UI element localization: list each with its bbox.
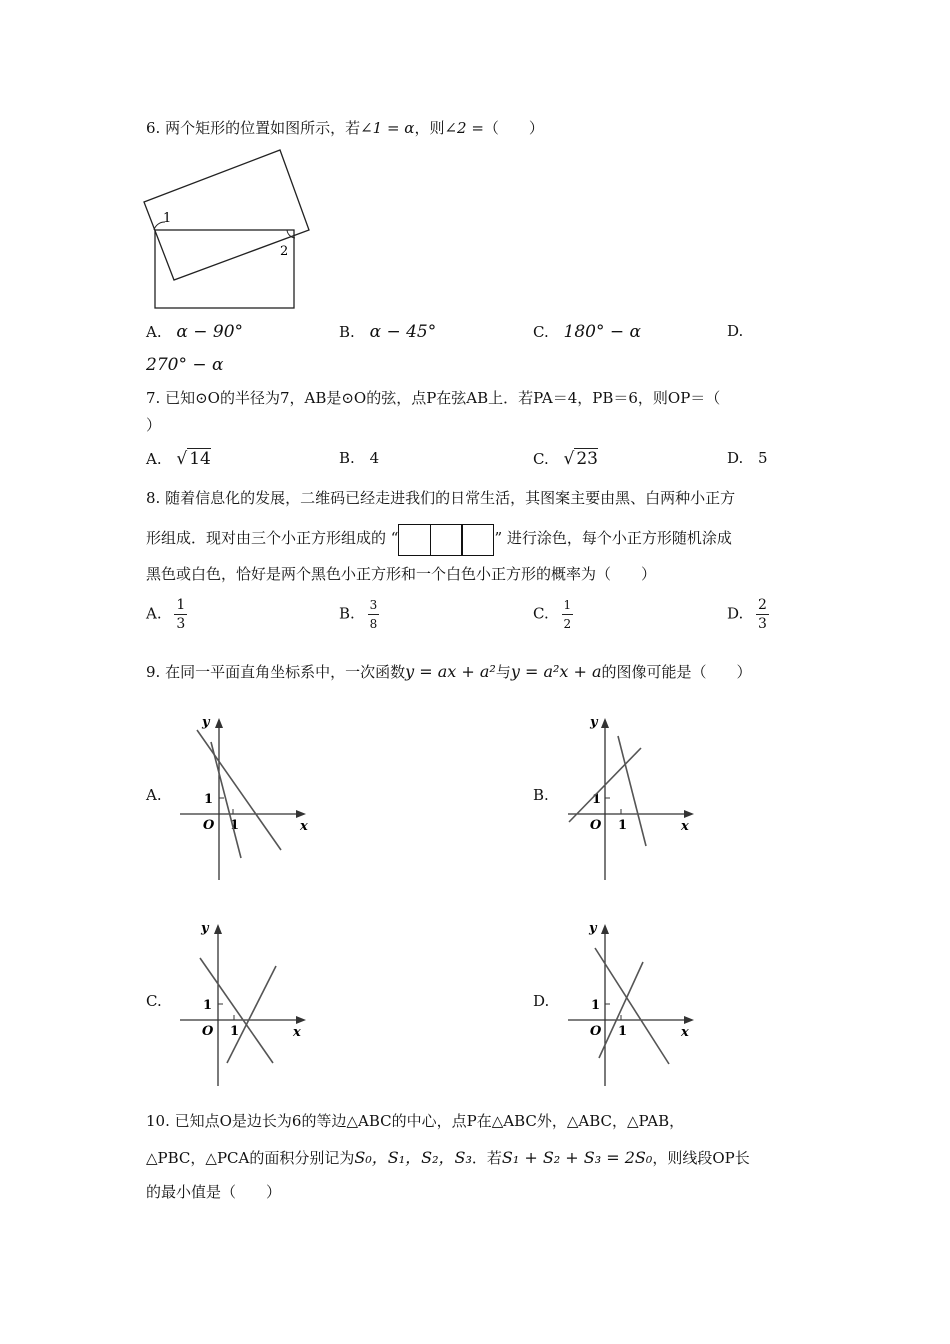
- q9-stem: 9. 在同一平面直角坐标系中，一次函数y = ax + a²与y = a²x + a的图像可能是（ ）: [146, 662, 752, 681]
- square-1: [398, 524, 431, 556]
- y-label: y: [590, 715, 598, 730]
- x-label: x: [681, 819, 689, 834]
- x-axis-arrow: [684, 1016, 694, 1024]
- q7-option-c[interactable]: C. √ 23: [533, 449, 598, 469]
- q7-stem-line1: 7. 已知⊙O的半径为7，AB是⊙O的弦，点P在弦AB上．若PA＝4，PB＝6，则OP＝（: [146, 389, 721, 407]
- q9-option-d[interactable]: D.: [533, 992, 550, 1010]
- q9-graph-c: [175, 918, 310, 1088]
- y-one-label: 1: [204, 792, 214, 807]
- q9-option-b[interactable]: B.: [533, 786, 549, 804]
- x-axis-arrow: [684, 810, 694, 818]
- q6-stem: 6. 两个矩形的位置如图所示，若∠1 = α，则∠2 =（ ）: [146, 119, 544, 137]
- x-axis-arrow: [296, 810, 306, 818]
- q6-option-d-expr: 270° − α: [146, 355, 224, 375]
- q9-graph-b: [563, 712, 698, 882]
- y-label: y: [201, 921, 209, 936]
- y-axis-arrow: [601, 718, 609, 728]
- q8-option-a[interactable]: A. $\frac{1}{3}$: [146, 597, 186, 632]
- y-axis-arrow: [215, 718, 223, 728]
- x-label: x: [681, 1025, 689, 1040]
- y-one-label: 1: [592, 792, 602, 807]
- line-2: [227, 966, 276, 1063]
- angle-label-1: 1: [163, 211, 172, 226]
- y-label: y: [589, 921, 597, 936]
- q10-stem-line2: △PBC，△PCA的面积分别记为S₀，S₁，S₂，S₃．若S₁ + S₂ + S₃ = 2S₀，则线段OP长: [146, 1148, 750, 1167]
- x-label: x: [293, 1025, 301, 1040]
- q6-option-a[interactable]: A. α − 90°: [146, 322, 244, 342]
- y-label: y: [202, 715, 210, 730]
- q10-stem-line1: 10. 已知点O是边长为6的等边△ABC的中心，点P在△ABC外，△ABC，△PAB，: [146, 1112, 685, 1130]
- q8-stem-line1: 8. 随着信息化的发展，二维码已经走进我们的日常生活，其图案主要由黑、白两种小正方: [146, 489, 736, 507]
- y-one-label: 1: [591, 998, 601, 1013]
- origin-label: O: [590, 818, 602, 833]
- y-one-label: 1: [203, 998, 213, 1013]
- q8-stem-line2: 形组成．现对由三个小正方形组成的 “ ” 进行涂色，每个小正方形随机涂成: [146, 522, 732, 556]
- q7-stem-line2: ）: [146, 416, 162, 434]
- q6-option-b[interactable]: B. α − 45°: [339, 322, 437, 342]
- x-one-label: 1: [230, 818, 240, 833]
- angle-label-2: 2: [280, 244, 289, 259]
- q7-option-a[interactable]: A. √ 14: [146, 449, 211, 469]
- lower-rectangle: [155, 230, 294, 308]
- three-square-figure: [398, 523, 494, 556]
- q6-option-d[interactable]: D.: [727, 322, 744, 340]
- square-3: [461, 524, 494, 556]
- q8-option-d[interactable]: D. $\frac{2}{3}$: [727, 597, 767, 632]
- square-2: [430, 524, 463, 556]
- q9-graph-d: [563, 918, 698, 1088]
- origin-label: O: [203, 818, 215, 833]
- q7-option-b[interactable]: B. 4: [339, 449, 380, 467]
- q10-stem-line3: 的最小值是（ ）: [146, 1183, 282, 1201]
- x-one-label: 1: [618, 1024, 628, 1039]
- q8-option-c[interactable]: C. $\frac{1}{2}$: [533, 598, 572, 631]
- x-one-label: 1: [618, 818, 628, 833]
- q9-graph-a: [175, 712, 310, 882]
- x-label: x: [300, 819, 308, 834]
- q8-option-b[interactable]: B. $\frac{3}{8}$: [339, 598, 378, 631]
- q9-option-c[interactable]: C.: [146, 992, 162, 1010]
- origin-label: O: [202, 1024, 214, 1039]
- q9-option-a[interactable]: A.: [146, 786, 162, 804]
- origin-label: O: [590, 1024, 602, 1039]
- y-axis-arrow: [601, 924, 609, 934]
- q6-rectangles-figure: [140, 140, 320, 315]
- x-one-label: 1: [230, 1024, 240, 1039]
- q6-option-c[interactable]: C. 180° − α: [533, 322, 641, 342]
- q7-option-d[interactable]: D. 5: [727, 449, 768, 467]
- y-axis-arrow: [214, 924, 222, 934]
- q8-stem-line3: 黑色或白色，恰好是两个黑色小正方形和一个白色小正方形的概率为（ ）: [146, 565, 657, 583]
- x-axis-arrow: [296, 1016, 306, 1024]
- line-1: [595, 948, 669, 1064]
- line-2: [211, 742, 241, 858]
